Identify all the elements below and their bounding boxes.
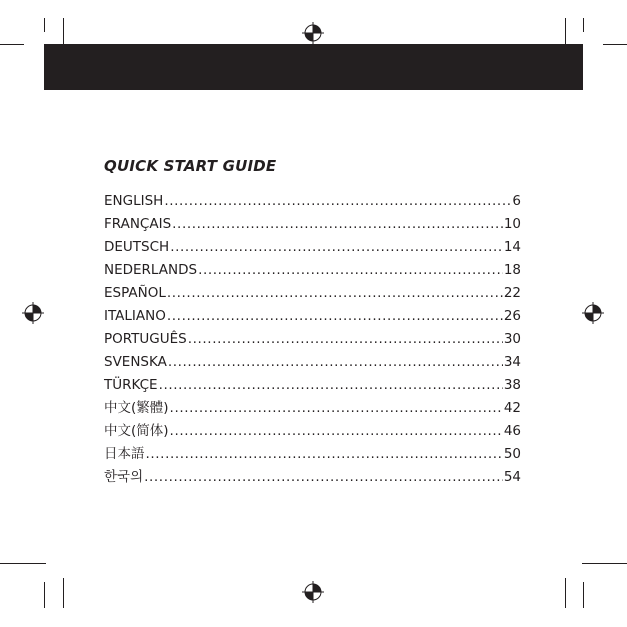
toc-page-number: 38 xyxy=(503,377,521,393)
toc-entry-japanese[interactable] xyxy=(104,443,521,466)
toc-page-number: 22 xyxy=(503,285,521,301)
registration-mark-icon xyxy=(302,22,324,44)
toc-entry-label: 中文(简体) xyxy=(104,423,169,439)
table-of-contents xyxy=(104,190,521,489)
toc-entry-label: 日本語 xyxy=(104,446,145,462)
dot-leader xyxy=(146,443,503,466)
crop-mark xyxy=(565,578,566,608)
dot-leader xyxy=(164,190,511,213)
toc-entry-francais[interactable] xyxy=(104,213,521,236)
toc-entry-svenska[interactable] xyxy=(104,351,521,374)
toc-entry-chinese-simplified[interactable] xyxy=(104,420,521,443)
crop-mark xyxy=(0,44,24,45)
dot-leader xyxy=(188,328,503,351)
toc-entry-label: FRANÇAIS xyxy=(104,216,172,232)
registration-mark-icon xyxy=(582,302,604,324)
toc-entry-korean[interactable] xyxy=(104,466,521,489)
toc-page-number: 42 xyxy=(503,400,521,416)
toc-page-number: 34 xyxy=(503,354,521,370)
toc-entry-label: DEUTSCH xyxy=(104,239,170,255)
toc-page-number: 18 xyxy=(503,262,521,278)
registration-mark-icon xyxy=(302,581,324,603)
toc-entry-label: ENGLISH xyxy=(104,193,164,209)
toc-entry-label: NEDERLANDS xyxy=(104,262,198,278)
dot-leader xyxy=(172,213,503,236)
crop-mark xyxy=(565,18,566,48)
toc-page-number: 30 xyxy=(503,331,521,347)
toc-entry-chinese-traditional[interactable] xyxy=(104,397,521,420)
header-band xyxy=(44,44,583,90)
toc-entry-english[interactable] xyxy=(104,190,521,213)
toc-entry-nederlands[interactable] xyxy=(104,259,521,282)
dot-leader xyxy=(144,466,503,489)
toc-entry-label: ITALIANO xyxy=(104,308,166,324)
crop-mark xyxy=(44,18,45,32)
toc-page-number: 50 xyxy=(503,446,521,462)
toc-entry-italiano[interactable] xyxy=(104,305,521,328)
toc-page-number: 14 xyxy=(503,239,521,255)
dot-leader xyxy=(170,420,503,443)
toc-page-number: 10 xyxy=(503,216,521,232)
crop-mark xyxy=(603,44,627,45)
dot-leader xyxy=(198,259,503,282)
dot-leader xyxy=(159,374,503,397)
toc-entry-deutsch[interactable] xyxy=(104,236,521,259)
toc-entry-label: 한국의 xyxy=(104,469,144,485)
crop-mark xyxy=(44,582,45,608)
crop-mark xyxy=(583,582,584,608)
toc-page-number: 54 xyxy=(503,469,521,485)
crop-mark xyxy=(63,18,64,48)
crop-mark xyxy=(583,18,584,32)
toc-entry-label: SVENSKA xyxy=(104,354,167,370)
dot-leader xyxy=(168,351,503,374)
toc-page-number: 46 xyxy=(503,423,521,439)
crop-mark xyxy=(63,578,64,608)
toc-page-number: 26 xyxy=(503,308,521,324)
toc-entry-label: ESPAÑOL xyxy=(104,285,166,301)
crop-mark xyxy=(582,563,627,564)
page-title: QUICK START GUIDE xyxy=(104,157,277,175)
dot-leader xyxy=(167,282,503,305)
toc-entry-label: TÜRKÇE xyxy=(104,377,158,393)
dot-leader xyxy=(167,305,503,328)
crop-mark xyxy=(0,563,46,564)
toc-entry-espanol[interactable] xyxy=(104,282,521,305)
toc-entry-label: PORTUGUÊS xyxy=(104,331,187,347)
toc-entry-turkce[interactable] xyxy=(104,374,521,397)
registration-mark-icon xyxy=(22,302,44,324)
toc-entry-label: 中文(繁體) xyxy=(104,400,169,416)
dot-leader xyxy=(170,236,503,259)
dot-leader xyxy=(170,397,503,420)
toc-entry-portugues[interactable] xyxy=(104,328,521,351)
toc-page-number: 6 xyxy=(512,193,521,209)
